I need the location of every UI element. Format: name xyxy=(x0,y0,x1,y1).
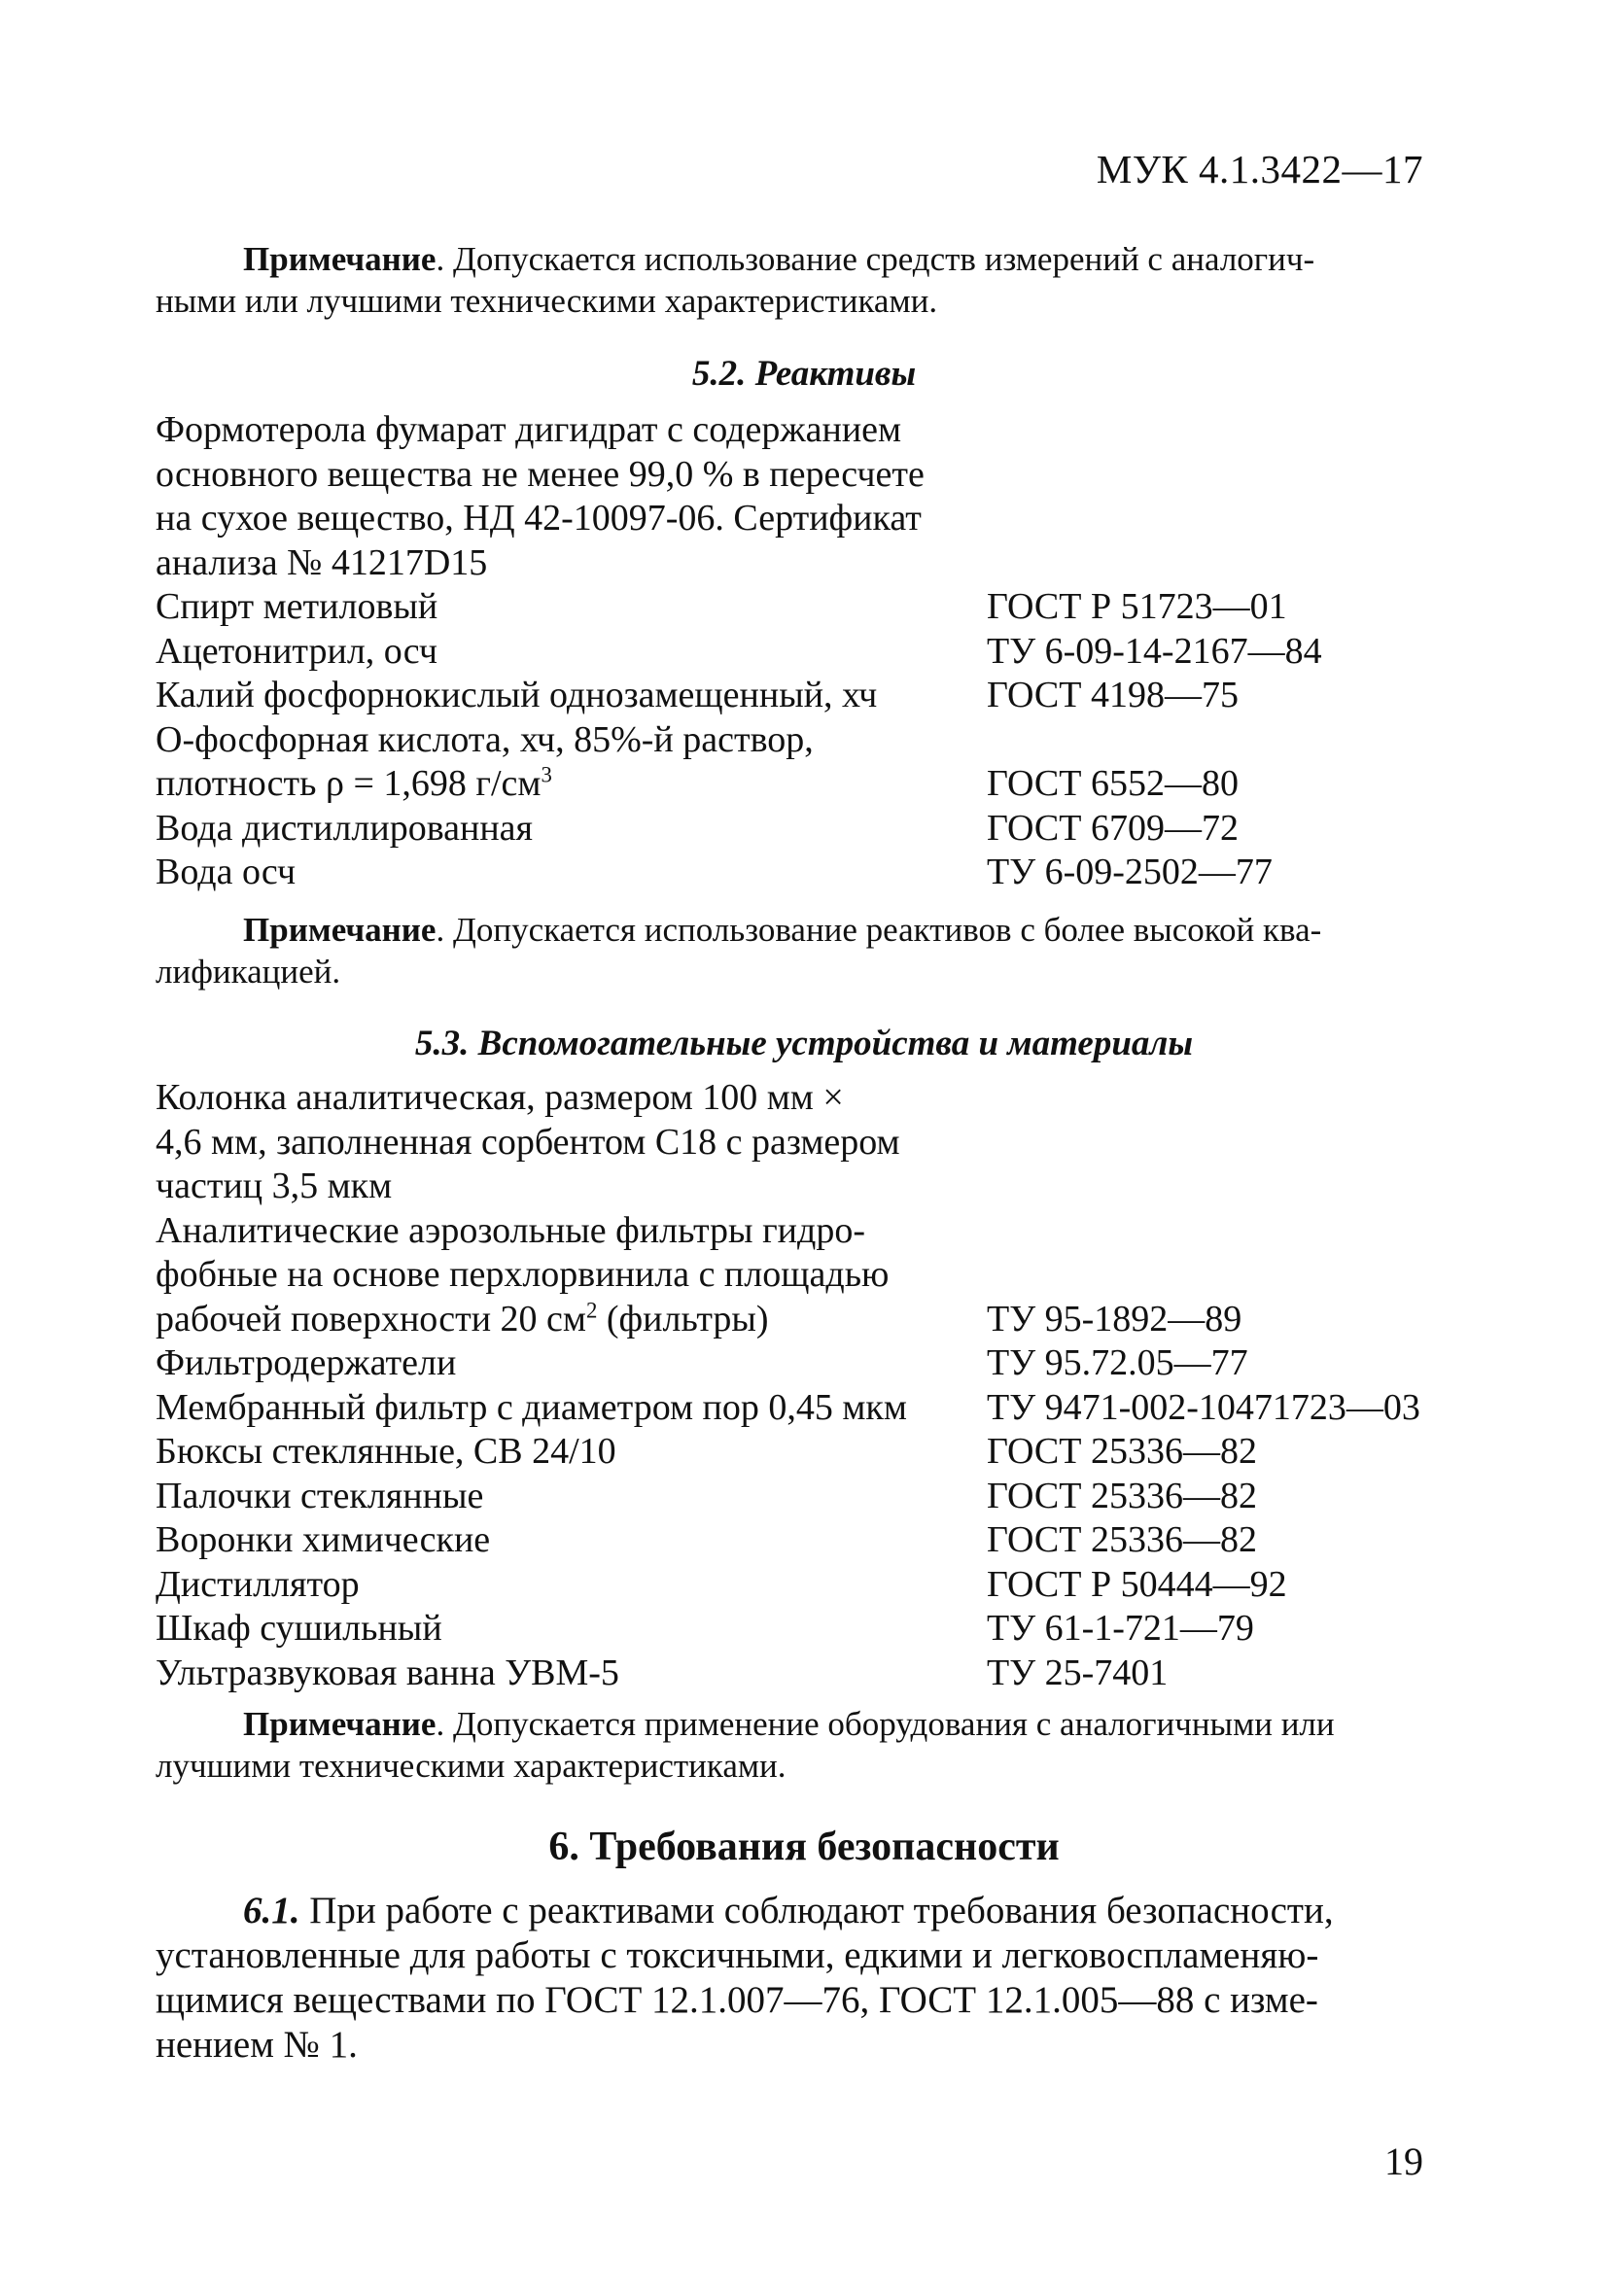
note-label: Примечание xyxy=(243,1705,437,1743)
item-name: частиц 3,5 мкм xyxy=(156,1165,393,1206)
item-name: Шкаф сушильный xyxy=(156,1608,442,1649)
list-item-row xyxy=(156,1341,1517,1386)
list-item-row xyxy=(156,541,1517,586)
list-item-row xyxy=(156,408,1517,453)
superscript: 2 xyxy=(585,1297,598,1322)
item-standard: ТУ 95.72.05—77 xyxy=(987,1342,1248,1383)
item-name: Вода осч xyxy=(156,852,297,892)
paragraph-line3: щимися веществами по ГОСТ 12.1.007—76, ГОСТ 12.1.005—88 с изме- xyxy=(156,1979,1318,2021)
item-name: Вода дистиллированная xyxy=(156,807,534,849)
list-item-row xyxy=(156,497,1517,541)
list-item-row xyxy=(156,807,1517,852)
note-label: Примечание xyxy=(243,911,437,949)
item-name: плотность ρ = 1,698 г/см xyxy=(156,763,542,804)
section-5-2-title: 5.2. Реактивы xyxy=(691,354,917,394)
note-text-line1: . Допускается использование реактивов с более высокой ква- xyxy=(436,911,1322,949)
paragraph-line1: При работе с реактивами соблюдают требования безопасности, xyxy=(299,1890,1334,1931)
item-name: Палочки стеклянные xyxy=(156,1475,484,1516)
item-name: Формотерола фумарат дигидрат с содержанием xyxy=(156,409,902,450)
list-item-row xyxy=(156,630,1517,675)
note-text-line2: лификацией. xyxy=(156,953,341,991)
item-standard: ГОСТ Р 50444—92 xyxy=(987,1563,1287,1605)
item-name: Калий фосфорнокислый однозамещенный, хч xyxy=(156,675,878,715)
item-standard: ТУ 9471-002-10471723—03 xyxy=(987,1386,1420,1428)
list-item-row xyxy=(156,1209,1517,1254)
item-name: Колонка аналитическая, размером 100 мм × xyxy=(156,1077,844,1118)
item-name: основного вещества не менее 99,0 % в пересчете xyxy=(156,453,925,495)
item-name: Аналитические аэрозольные фильтры гидро- xyxy=(156,1209,865,1251)
list-item-row xyxy=(156,1475,1517,1519)
list-item-row xyxy=(156,674,1517,718)
list-item-row xyxy=(156,1430,1517,1475)
item-standard: ГОСТ 6552—80 xyxy=(987,763,1239,804)
item-name: Ультразвуковая ванна УВМ-5 xyxy=(156,1652,619,1693)
note-measuring-instruments xyxy=(156,238,1429,322)
item-standard: ТУ 25-7401 xyxy=(987,1652,1169,1693)
list-item-row xyxy=(156,1652,1517,1696)
item-name: О-фосфорная кислота, хч, 85%-й раствор, xyxy=(156,718,814,760)
item-standard: ГОСТ 25336—82 xyxy=(987,1519,1257,1560)
list-item-row xyxy=(156,1298,1517,1342)
list-item-row xyxy=(156,718,1517,763)
item-name: Дистиллятор xyxy=(156,1563,360,1605)
item-standard: ТУ 6-09-2502—77 xyxy=(987,852,1273,892)
note-text-line1: . Допускается использование средств измерений с аналогич- xyxy=(436,240,1315,278)
item-standard: ГОСТ 25336—82 xyxy=(987,1431,1257,1472)
list-item-row xyxy=(156,1563,1517,1608)
item-name: 4,6 мм, заполненная сорбентом С18 с размером xyxy=(156,1121,900,1163)
reagents-list xyxy=(156,408,1517,895)
list-item-row xyxy=(156,453,1517,498)
item-standard: ГОСТ 4198—75 xyxy=(987,675,1239,715)
list-item-row xyxy=(156,1253,1517,1298)
paragraph-line2: установленные для работы с токсичными, едкими и легковоспламеняю- xyxy=(156,1934,1319,1976)
item-name: Фильтродержатели xyxy=(156,1342,457,1383)
paragraph-line4: нением № 1. xyxy=(156,2024,358,2066)
section-6-title: 6. Требования безопасности xyxy=(548,1825,1060,1869)
note-text-line1: . Допускается применение оборудования с аналогичными или xyxy=(436,1705,1335,1743)
item-standard: ГОСТ Р 51723—01 xyxy=(987,586,1287,627)
page-number: 19 xyxy=(1384,2139,1423,2183)
list-item-row xyxy=(156,1121,1517,1165)
list-item-row xyxy=(156,1386,1517,1431)
paragraph-6-1 xyxy=(156,1889,1429,2068)
list-item-row xyxy=(156,1165,1517,1209)
list-item-row xyxy=(156,1607,1517,1652)
list-item-row xyxy=(156,1518,1517,1563)
item-name-wrapper xyxy=(156,1298,987,1342)
superscript: 3 xyxy=(541,762,552,787)
item-standard: ТУ 95-1892—89 xyxy=(987,1298,1242,1339)
item-name: Воронки химические xyxy=(156,1519,491,1560)
item-name: Бюксы стеклянные, СВ 24/10 xyxy=(156,1431,616,1472)
section-5-3-title: 5.3. Вспомогательные устройства и материалы xyxy=(414,1024,1194,1063)
note-label: Примечание xyxy=(243,240,437,278)
note-text-line2: ными или лучшими техническими характеристиками. xyxy=(156,282,938,320)
item-standard: ГОСТ 6709—72 xyxy=(987,807,1239,849)
item-standard: ГОСТ 25336—82 xyxy=(987,1475,1257,1516)
item-name: Спирт метиловый xyxy=(156,586,438,627)
item-name-wrapper xyxy=(156,762,987,807)
list-item-row xyxy=(156,1076,1517,1121)
item-name: Мембранный фильтр с диаметром пор 0,45 мкм xyxy=(156,1386,907,1428)
item-standard: ТУ 6-09-14-2167—84 xyxy=(987,630,1322,672)
item-name: фобные на основе перхлорвинила с площадью xyxy=(156,1254,890,1295)
item-name: рабочей поверхности 20 см xyxy=(156,1298,586,1339)
running-header: МУК 4.1.3422—17 xyxy=(1096,147,1423,191)
note-reagents xyxy=(156,909,1429,992)
item-name-tail: (фильтры) xyxy=(597,1298,769,1339)
item-name: Ацетонитрил, осч xyxy=(156,630,437,672)
list-item-row xyxy=(156,851,1517,895)
list-item-row xyxy=(156,762,1517,807)
item-standard: ТУ 61-1-721—79 xyxy=(987,1608,1254,1649)
item-name: на сухое вещество, НД 42-10097-06. Сертификат xyxy=(156,498,922,539)
paragraph-number: 6.1. xyxy=(243,1890,300,1931)
auxiliary-devices-list xyxy=(156,1076,1517,1695)
note-equipment xyxy=(156,1703,1429,1787)
list-item-row xyxy=(156,585,1517,630)
note-text-line2: лучшими техническими характеристиками. xyxy=(156,1747,787,1785)
item-name: анализа № 41217D15 xyxy=(156,541,488,583)
